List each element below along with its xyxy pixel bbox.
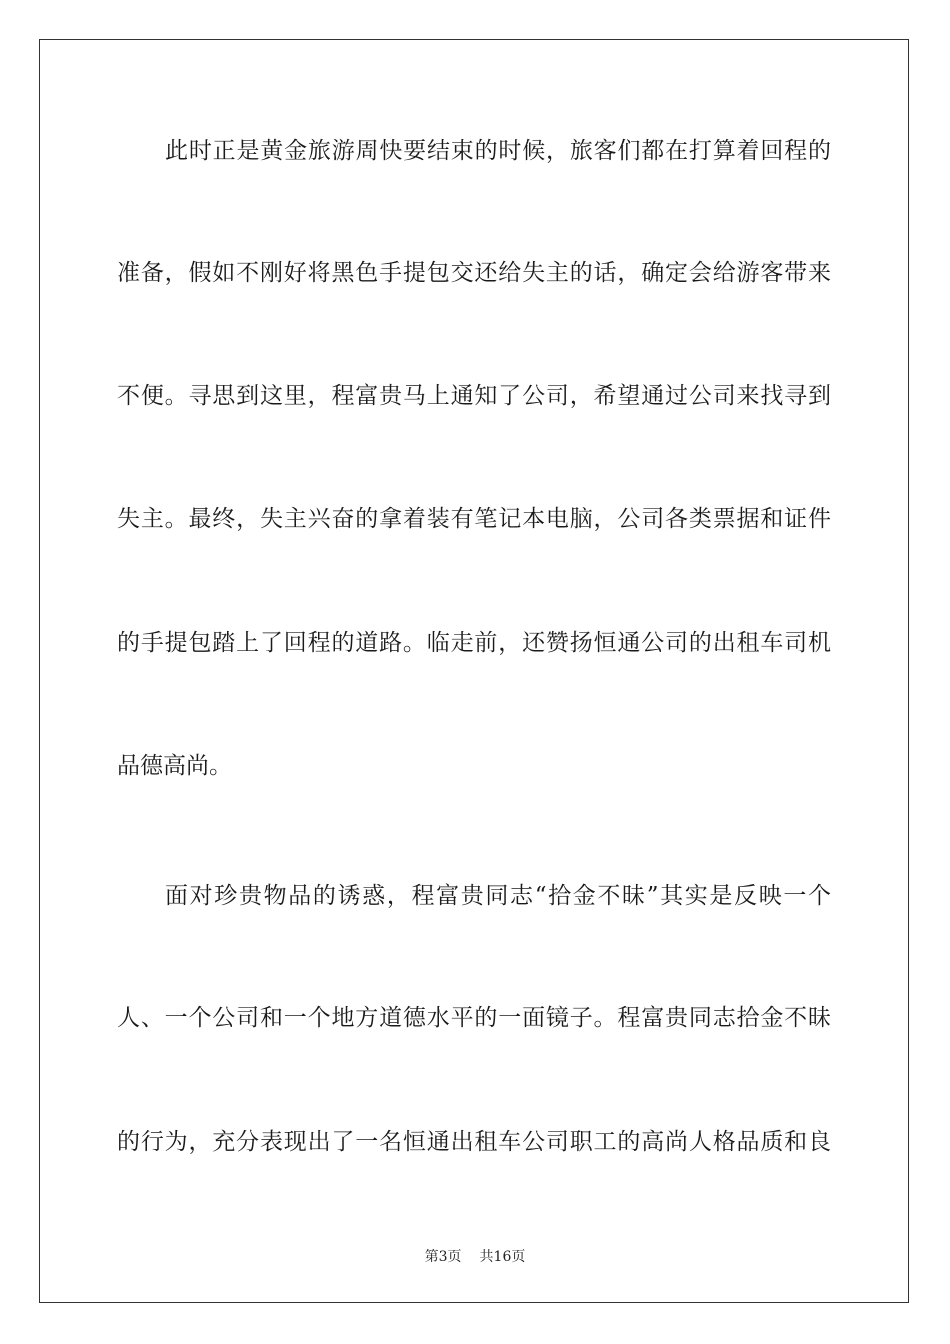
paragraph-line: 不便。寻思到这里，程富贵马上通知了公司，希望通过公司来找寻到 bbox=[117, 383, 831, 409]
paragraph-line: 人、一个公司和一个地方道德水平的一面镜子。程富贵同志拾金不昧 bbox=[117, 1005, 831, 1031]
paragraph-line: 面对珍贵物品的诱惑，程富贵同志“拾金不昧”其实是反映一个 bbox=[165, 883, 831, 909]
paragraph-line: 准备，假如不刚好将黑色手提包交还给失主的话，确定会给游客带来 bbox=[117, 260, 831, 286]
page-total: 共16页 bbox=[479, 1249, 526, 1265]
paragraph-line: 品德高尚。 bbox=[117, 753, 232, 779]
page-frame bbox=[39, 39, 909, 1303]
page-footer bbox=[0, 1248, 950, 1266]
page-number: 第3页 bbox=[424, 1249, 462, 1265]
paragraph-line: 的行为，充分表现出了一名恒通出租车公司职工的高尚人格品质和良 bbox=[117, 1129, 831, 1155]
paragraph-line: 此时正是黄金旅游周快要结束的时候，旅客们都在打算着回程的 bbox=[165, 138, 831, 164]
paragraph-line: 失主。最终，失主兴奋的拿着装有笔记本电脑，公司各类票据和证件 bbox=[117, 506, 831, 532]
paragraph-line: 的手提包踏上了回程的道路。临走前，还赞扬恒通公司的出租车司机 bbox=[117, 630, 831, 656]
